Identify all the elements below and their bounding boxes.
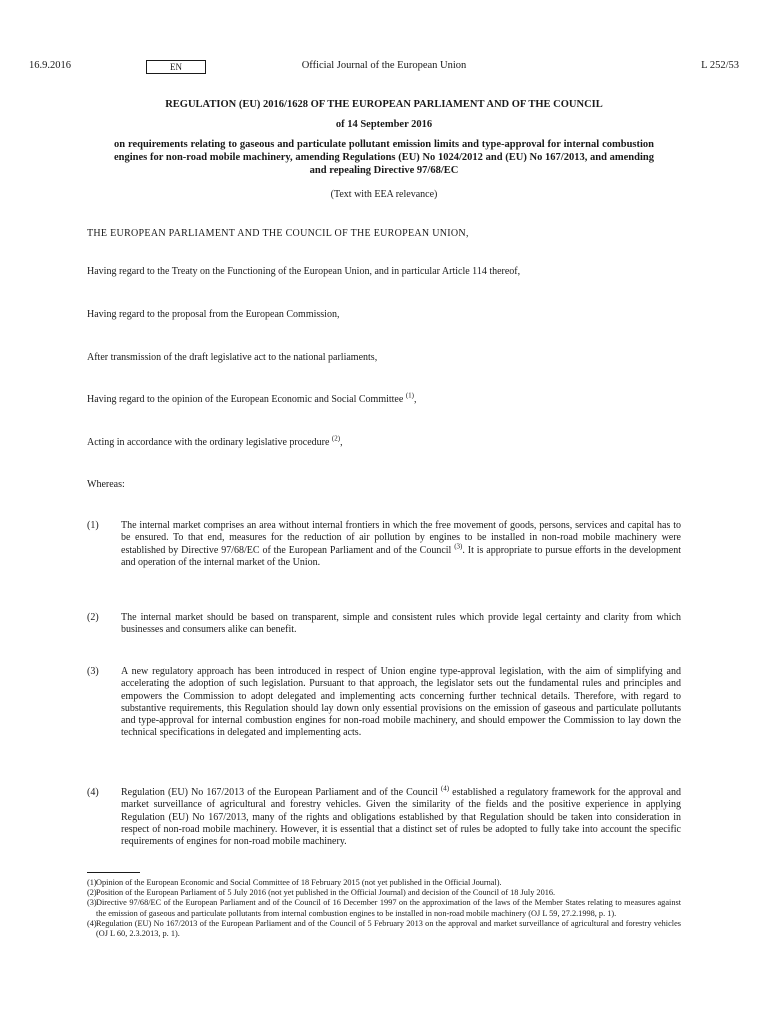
citation-procedure-punct: , — [340, 437, 343, 448]
footnote-ref-2[interactable]: (2) — [331, 434, 341, 443]
citation-esc-opinion — [87, 391, 681, 407]
citation-proposal: Having regard to the proposal from the European Commission, — [87, 309, 340, 320]
recital-2 — [87, 612, 681, 637]
regulation-subject: on requirements relating to gaseous and particulate pollutant emission limits and type-approval for internal combustion engines for non-road mobile machinery, amending Regulations (EU) No 1024/2012 and (EU) No 167/2013, and amending and repealing Directive 97/68/EC — [114, 139, 654, 176]
recital-text: A new regulatory approach has been introduced in respect of Union engine type-approval legislation, with the aim of simplifying and accelerating the adoption of such legislation. Pursuant to that approach, the legislator sets out the fundamental rules and principles and empowers the Commission to adopt delegated and implementing acts concerning further technical details. Therefore, with regard to substantive requirements, this Regulation should lay down only essential provisions on the emission of gaseous and particulate pollutants and type-approval for internal combustion engines for non-road mobile machinery, and should empower the Commission to lay down the technical specifications in delegated and implementing acts. — [121, 666, 681, 739]
eea-relevance: (Text with EEA relevance) — [330, 189, 438, 200]
whereas-heading: Whereas: — [87, 479, 125, 490]
citation-esc-punct: , — [413, 394, 417, 405]
footnote-3 — [87, 898, 681, 918]
recital-1 — [87, 520, 681, 569]
page-reference: L 252/53 — [701, 60, 739, 71]
citation-procedure — [87, 434, 681, 450]
footnote-4 — [87, 919, 681, 939]
citation-treaty: Having regard to the Treaty on the Functioning of the European Union, and in particular Article 114 thereof, — [87, 266, 521, 277]
recital-number: (1) — [87, 520, 99, 531]
enacting-authority: THE EUROPEAN PARLIAMENT AND THE COUNCIL OF THE EUROPEAN UNION, — [87, 228, 469, 239]
citation-procedure-text: Acting in accordance with the ordinary legislative procedure — [87, 437, 330, 448]
citation-transmission: After transmission of the draft legislative act to the national parliaments, — [87, 352, 378, 363]
footnote-text: Directive 97/68/EC of the European Parliament and of the Council of 16 December 1997 on the approximation of the laws of the Member States relating to measures against the emission of gaseous and particulate pollutants from internal combustion engines to be installed in non-road mobile machinery (OJ L 59, 27.2.1998, p. 1). — [96, 898, 681, 918]
footnote-text: Regulation (EU) No 167/2013 of the European Parliament and of the Council of 5 February 2013 on the approval and market surveillance of agricultural and forestry vehicles (OJ L 60, 2.3.2013, p. 1). — [96, 918, 681, 939]
recital-text — [121, 520, 681, 569]
footnote-mark: (4) — [87, 918, 97, 928]
footnote-mark: (1) — [87, 878, 97, 887]
footnote-mark: (3) — [87, 898, 97, 908]
footnote-ref-1[interactable]: (1) — [405, 391, 414, 400]
footnote-1 — [87, 878, 681, 888]
footnote-text: Opinion of the European Economic and Social Committee of 18 February 2015 (not yet published in the Official Journal). — [96, 878, 502, 887]
footnote-divider — [87, 872, 140, 873]
regulation-title-block — [60, 98, 708, 201]
journal-title: Official Journal of the European Union — [301, 60, 467, 71]
recital-3 — [87, 666, 681, 740]
recital-text-part: established a regulatory framework for the approval and market surveillance of agricultural and forestry vehicles. Given the similarity of the fields and the positive experience in applying Regulation (EU) No 167/2013, many of the rights and obligations established by that Regulation should be taken into consideration in respect of non-road mobile machinery. However, it is essential that a distinct set of rules be adopted to fully take into account the specific requirements of engines for non-road mobile machinery. — [121, 787, 681, 848]
page-header — [29, 60, 739, 76]
recital-text: The internal market should be based on transparent, simple and consistent rules which provide legal certainty and clarity from which businesses and consumers alike can benefit. — [121, 612, 681, 636]
recital-4 — [87, 784, 681, 848]
citation-esc-text: Having regard to the opinion of the European Economic and Social Committee — [87, 394, 404, 405]
footnote-2 — [87, 888, 681, 898]
recital-text-part: . It is appropriate to pursue efforts in the development and operation of the internal market of the Union. — [121, 544, 682, 568]
footnote-ref-3[interactable]: (3) — [454, 542, 463, 551]
publication-date: 16.9.2016 — [29, 60, 71, 71]
footnote-mark: (2) — [87, 888, 97, 898]
recital-text-part: Regulation (EU) No 167/2013 of the European Parliament and of the Council — [121, 787, 438, 798]
recital-text-part: The internal market comprises an area without internal frontiers in which the free movement of goods, persons, services and capital has to be ensured. To that end, measures for the reduction of air pollution by engines to be installed in non-road mobile machinery were established by Directive 97/68/EC of the European Parliament and of the Council — [121, 520, 681, 556]
regulation-date: of 14 September 2016 — [335, 119, 433, 130]
recital-number: (2) — [87, 612, 99, 623]
footnote-text: Position of the European Parliament of 5 July 2016 (not yet published in the Official Journal) and decision of the Council of 18 July 2016. — [96, 888, 556, 898]
recital-number: (3) — [87, 666, 99, 677]
recital-text — [121, 784, 681, 848]
footnotes — [87, 878, 681, 939]
regulation-title: REGULATION (EU) 2016/1628 OF THE EUROPEAN PARLIAMENT AND OF THE COUNCIL — [165, 99, 603, 110]
footnote-ref-4[interactable]: (4) — [440, 784, 450, 793]
recital-number: (4) — [87, 787, 99, 798]
language-badge: EN — [146, 60, 206, 74]
